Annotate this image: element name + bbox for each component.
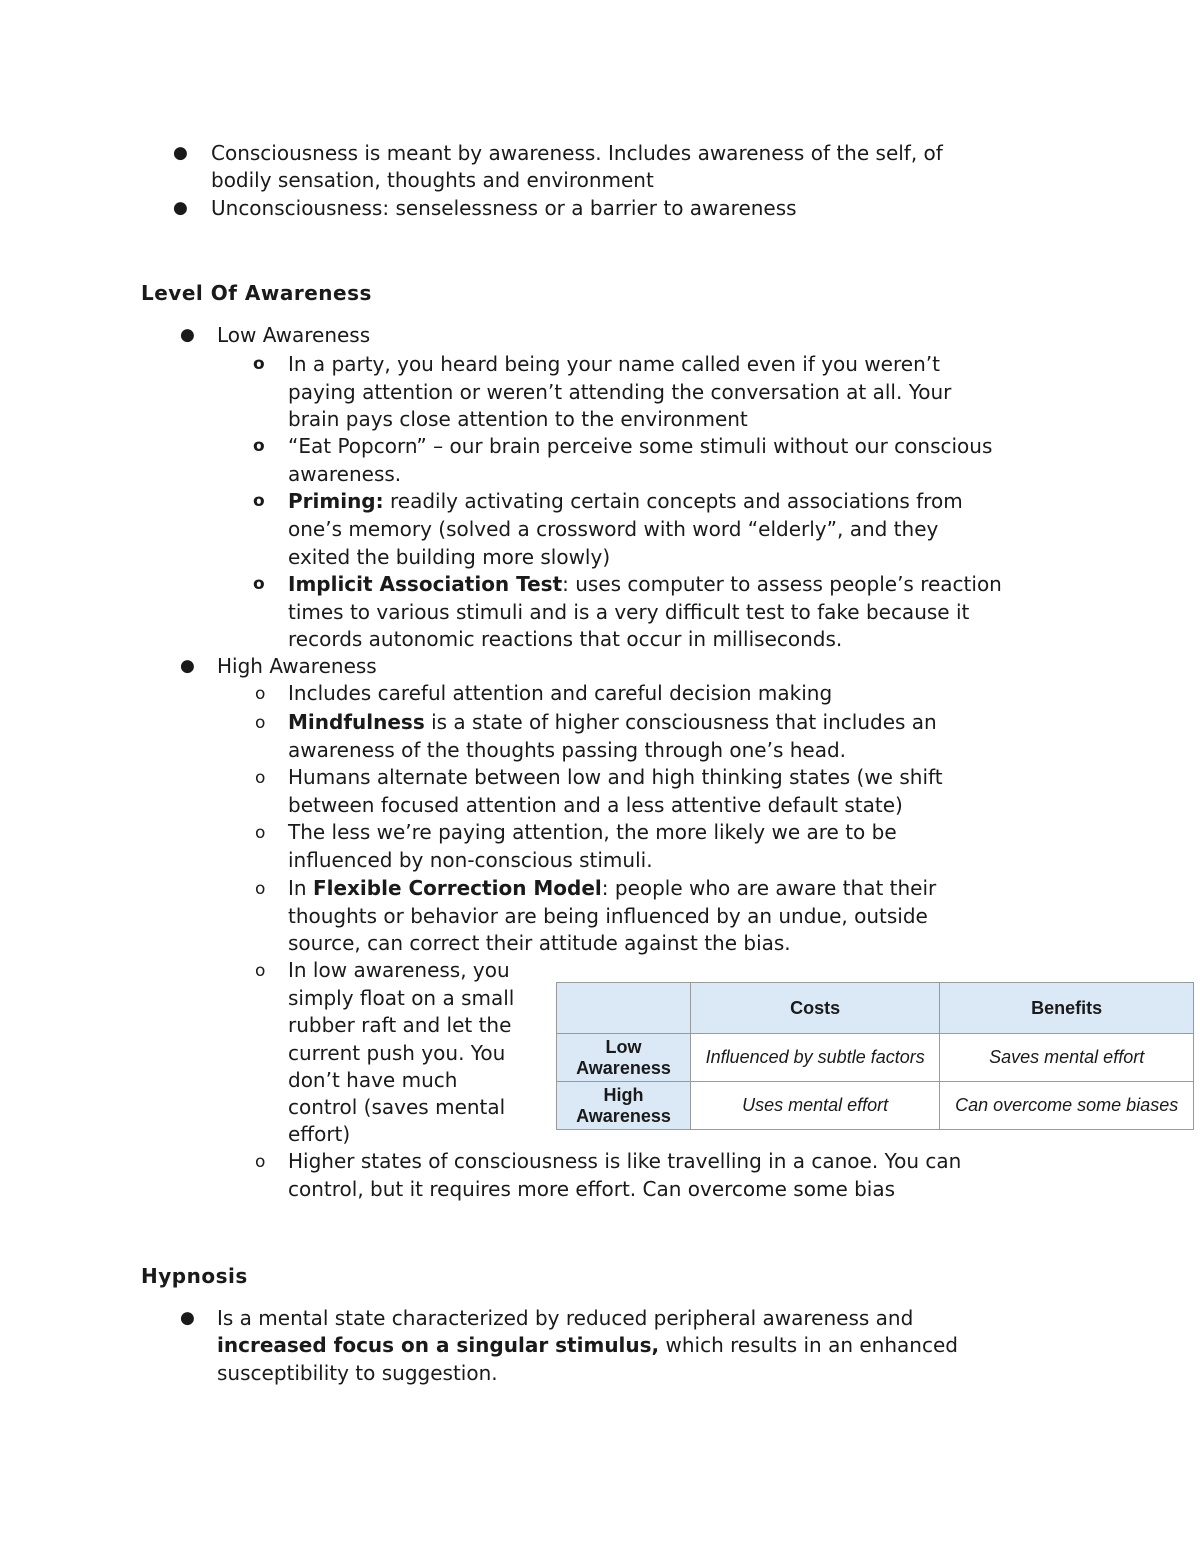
table-row-label-high: High Awareness — [557, 1082, 691, 1130]
low-item-4-text: : uses computer to assess people’s reaction — [562, 572, 1002, 596]
high-item-6-line-3: rubber raft and let the — [288, 1013, 512, 1037]
table-header-row — [557, 983, 1194, 1034]
high-item-5-text: : people who are aware that their — [601, 876, 937, 900]
hypnosis-emphasis: increased focus on a singular stimulus, — [217, 1333, 660, 1357]
high-item-3-line-2: between focused attention and a less attentive default state) — [288, 793, 903, 817]
low-item-3-line-2: one’s memory (solved a crossword with word “elderly”, and they — [288, 517, 939, 541]
bullet-dot: ● — [173, 198, 188, 218]
high-awareness-label: High Awareness — [217, 654, 377, 678]
sub-bullet: o — [253, 574, 265, 594]
table-row — [557, 1082, 1194, 1130]
low-item-2-line-2: awareness. — [288, 462, 402, 486]
high-item-6-line-6: control (saves mental — [288, 1095, 506, 1119]
bullet-dot: ● — [180, 1308, 195, 1328]
table-cell-low-costs: Influenced by subtle factors — [691, 1034, 940, 1082]
sub-bullet: o — [255, 879, 266, 899]
low-item-3-text: readily activating certain concepts and associations from — [383, 489, 963, 513]
high-item-7-line-1: Higher states of consciousness is like travelling in a canoe. You can — [288, 1149, 962, 1173]
table-cell-low-benefits: Saves mental effort — [940, 1034, 1194, 1082]
high-item-7-line-2: control, but it requires more effort. Can overcome some bias — [288, 1177, 896, 1201]
hypnosis-line-2 — [217, 1332, 958, 1359]
iat-term: Implicit Association Test — [288, 572, 563, 596]
flexible-correction-term: Flexible Correction Model — [312, 876, 602, 900]
sub-bullet: o — [255, 768, 266, 788]
low-item-4-line-1 — [288, 571, 1002, 598]
high-item-4-line-1: The less we’re paying attention, the more likely we are to be — [288, 820, 897, 844]
high-item-1: Includes careful attention and careful decision making — [288, 681, 833, 705]
sub-bullet: o — [255, 684, 266, 704]
high-item-6-line-1: In low awareness, you — [288, 958, 510, 982]
costs-benefits-table — [556, 982, 1194, 1130]
hypnosis-line-3: susceptibility to suggestion. — [217, 1361, 498, 1385]
low-item-3-line-1 — [288, 488, 963, 515]
high-item-4-line-2: influenced by non-conscious stimuli. — [288, 848, 653, 872]
high-item-2-line-2: awareness of the thoughts passing through one’s head. — [288, 738, 847, 762]
hypnosis-line-2-rest: which results in an enhanced — [659, 1333, 958, 1357]
high-item-5-line-1 — [288, 875, 936, 902]
sub-bullet: o — [255, 1152, 266, 1172]
sub-bullet: o — [255, 961, 266, 981]
high-item-2-text: is a state of higher consciousness that includes an — [424, 710, 937, 734]
sub-bullet: o — [253, 436, 265, 456]
table-header-costs: Costs — [691, 983, 940, 1034]
table-row-label-low: Low Awareness — [557, 1034, 691, 1082]
table-cell-high-costs: Uses mental effort — [691, 1082, 940, 1130]
bullet-dot: ● — [180, 325, 195, 345]
sub-bullet: o — [253, 491, 265, 511]
intro-bullet-1-line-2: bodily sensation, thoughts and environment — [211, 168, 654, 192]
section-heading-level-of-awareness: Level Of Awareness — [141, 281, 372, 305]
low-awareness-label: Low Awareness — [217, 323, 371, 347]
low-item-1-line-1: In a party, you heard being your name called even if you weren’t — [288, 352, 940, 376]
high-item-5-line-3: source, can correct their attitude against the bias. — [288, 931, 791, 955]
section-heading-hypnosis: Hypnosis — [141, 1264, 248, 1288]
sub-bullet: o — [255, 823, 266, 843]
low-item-1-line-2: paying attention or weren’t attending the conversation at all. Your — [288, 380, 952, 404]
low-item-4-line-2: times to various stimuli and is a very difficult test to fake because it — [288, 600, 970, 624]
low-item-2-line-1: “Eat Popcorn” – our brain perceive some stimuli without our conscious — [288, 434, 993, 458]
low-item-4-line-3: records autonomic reactions that occur in milliseconds. — [288, 627, 843, 651]
high-item-3-line-1: Humans alternate between low and high thinking states (we shift — [288, 765, 943, 789]
intro-bullet-1-line-1: Consciousness is meant by awareness. Includes awareness of the self, of — [211, 141, 943, 165]
sub-bullet: o — [255, 713, 266, 733]
hypnosis-line-1: Is a mental state characterized by reduced peripheral awareness and — [217, 1306, 914, 1330]
high-item-6-line-5: don’t have much — [288, 1068, 458, 1092]
mindfulness-term: Mindfulness — [288, 710, 425, 734]
high-item-6-line-4: current push you. You — [288, 1041, 506, 1065]
table-cell-high-benefits: Can overcome some biases — [940, 1082, 1194, 1130]
table-corner-cell — [557, 983, 691, 1034]
low-item-1-line-3: brain pays close attention to the environment — [288, 407, 748, 431]
table-row — [557, 1034, 1194, 1082]
low-item-3-line-3: exited the building more slowly) — [288, 545, 611, 569]
table-header-benefits: Benefits — [940, 983, 1194, 1034]
high-item-5-prefix: In — [288, 876, 313, 900]
high-item-5-line-2: thoughts or behavior are being influenced by an undue, outside — [288, 904, 928, 928]
high-item-2-line-1 — [288, 709, 937, 736]
intro-bullet-2: Unconsciousness: senselessness or a barrier to awareness — [211, 196, 797, 220]
high-item-6-line-2: simply float on a small — [288, 986, 515, 1010]
sub-bullet: o — [253, 354, 265, 374]
bullet-dot: ● — [173, 143, 188, 163]
priming-term: Priming: — [288, 489, 384, 513]
high-item-6-line-7: effort) — [288, 1122, 351, 1146]
bullet-dot: ● — [180, 656, 195, 676]
